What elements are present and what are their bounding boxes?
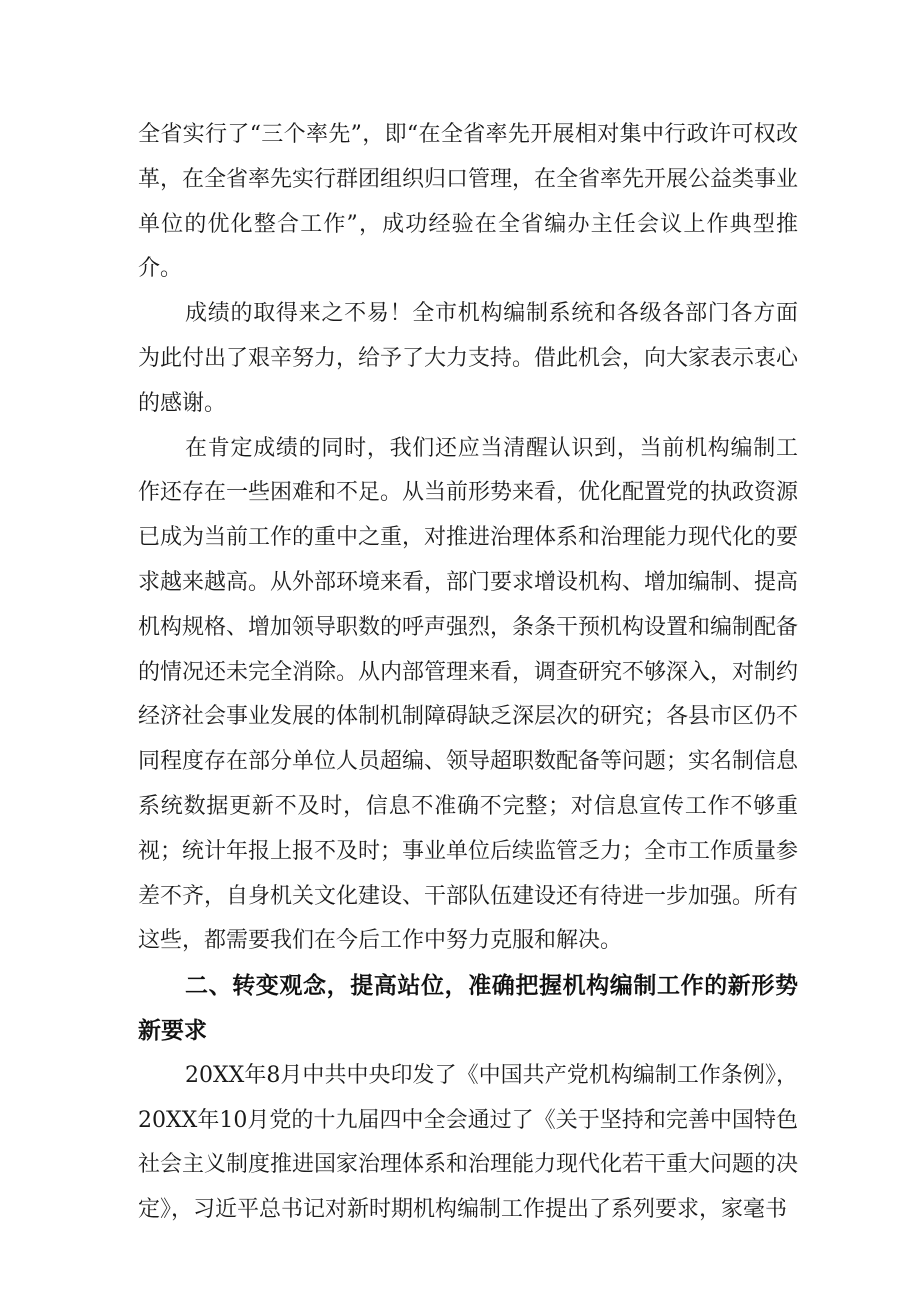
- paragraph-difficulties: 在肯定成绩的同时，我们还应当清醒认识到，当前机构编制工作还存在一些困难和不足。从当前形势来看，优化配置党的执政资源已成为当前工作的重中之重，对推进治理体系和治理能力现代化的要求越来越高。从外部环境来看，部门要求增设机构、增加编制、提高机构规格、增加领导职数的呼声强烈，条条干预机构设置和编制配备的情况还未完全消除。从内部管理来看，调查研究不够深入，对制约经济社会事业发展的体制机制障碍缺乏深层次的研究；各县市区仍不同程度存在部分单位人员超编、领导超职数配备等问题；实名制信息系统数据更新不及时，信息不准确不完整；对信息宣传工作不够重视；统计年报上报不及时；事业单位后续监管乏力；全市工作质量参差不齐，自身机关文化建设、干部队伍建设还有待进一步加强。所有这些，都需要我们在今后工作中努力克服和解决。: [138, 435, 799, 954]
- section-heading: 二、转变观念，提高站位，准确把握机构编制工作的新形势新要求: [138, 973, 798, 1044]
- paragraph-achievements-thanks: 成绩的取得来之不易！全市机构编制系统和各级各部门各方面为此付出了艰辛努力，给予了大力支持。借此机会，向大家表示衷心的感谢。: [138, 301, 799, 416]
- document-body: [138, 113, 798, 1233]
- paragraph-regulations: 20XX年8月中共中央印发了《中国共产党机构编制工作条例》，20XX年10月党的十九届四中全会通过了《关于坚持和完善中国特色社会主义制度推进国家治理体系和治理能力现代化若干重大问题的决定》，习近平总书记对新时期机构编制工作提出了系列要求，家毫书: [138, 1062, 799, 1223]
- paragraph-three-firsts: 全省实行了“三个率先”，即“在全省率先开展相对集中行政许可权改革，在全省率先实行群团组织归口管理，在全省率先开展公益类事业单位的优化整合工作”，成功经验在全省编办主任会议上作典型推介。: [138, 122, 799, 282]
